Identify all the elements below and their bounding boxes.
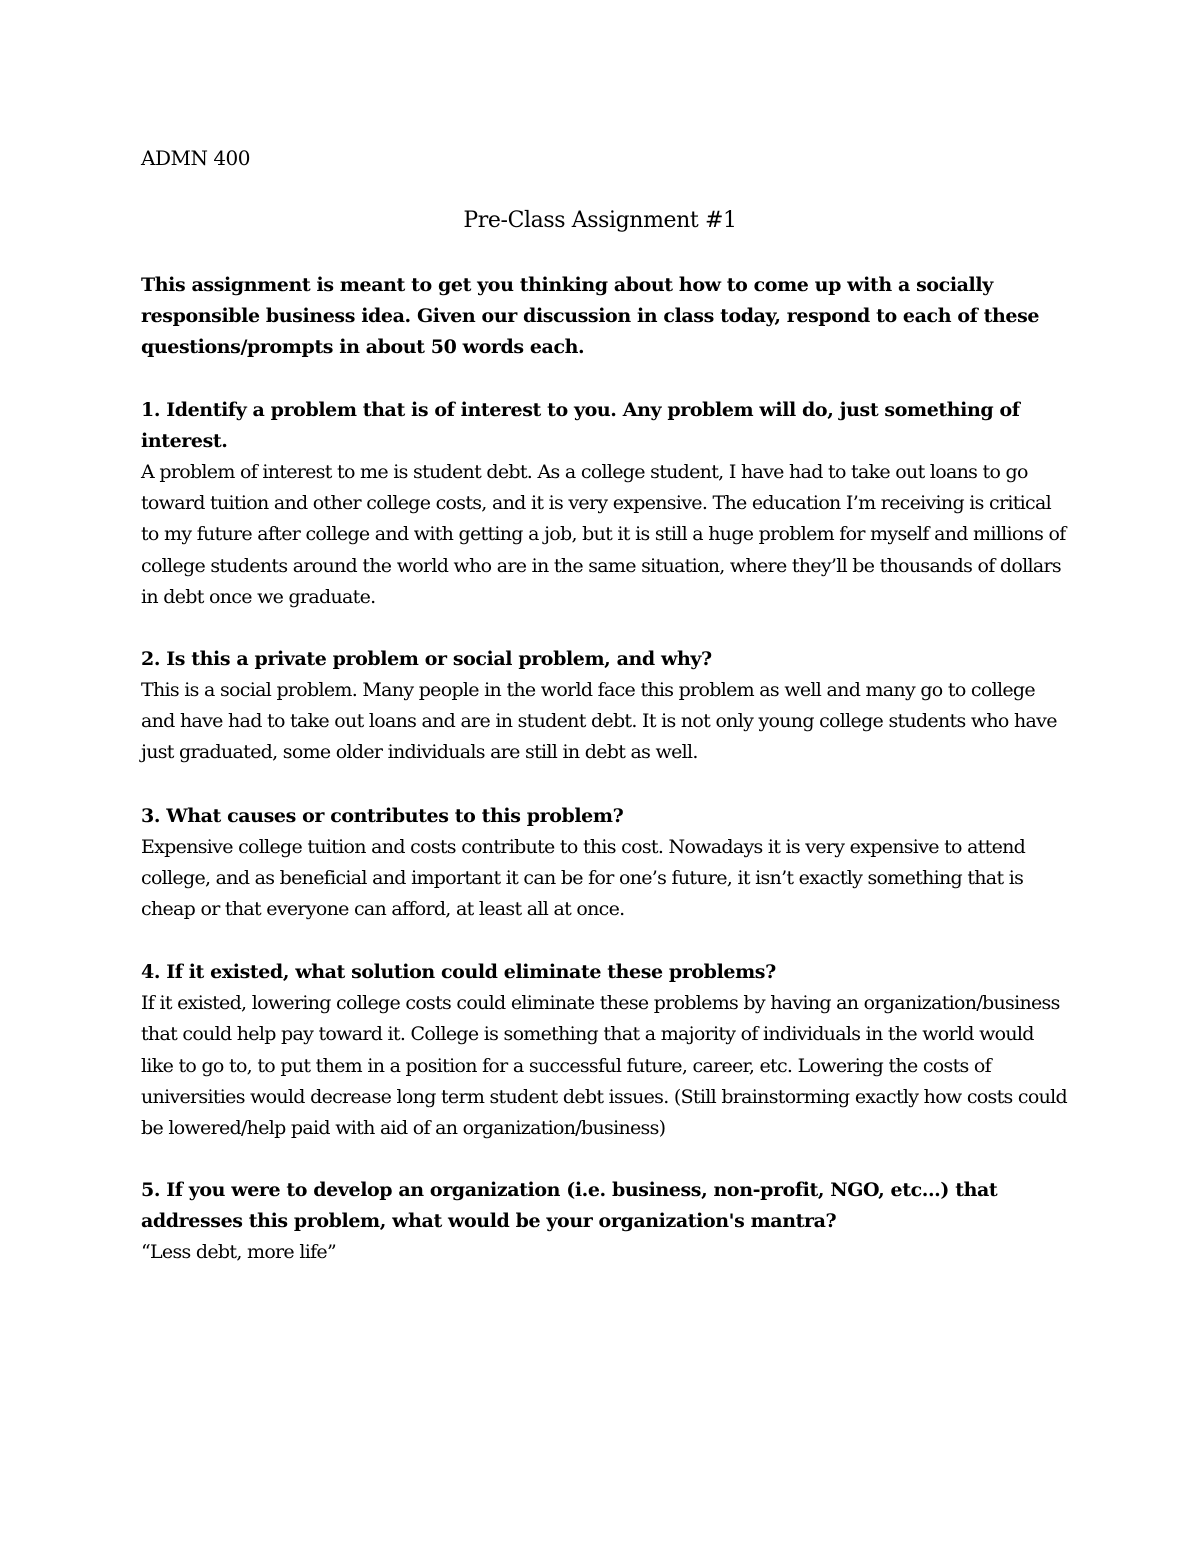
question-5: 5. If you were to develop an organization (i.e. business, non-profit, NGO, etc...) that addresses this problem, what would be your organization's mantra? [141,1179,998,1233]
question-block-3 [141,801,1071,926]
answer-4: If it existed, lowering college costs could eliminate these problems by having an organization/business that could help pay toward it. College is something that a majority of individuals in the world would like to go to, to put them in a position for a successful future, career, etc. Lowering the costs of universities would decrease long term student debt issues. (Still brainstorming exactly how costs could be lowered/help paid with aid of an organization/business) [141,992,1067,1140]
course-code: ADMN 400 [141,146,250,170]
document-title: Pre-Class Assignment #1 [463,208,737,233]
question-1: 1. Identify a problem that is of interest to you. Any problem will do, just something of interest. [141,399,1020,452]
answer-2: This is a social problem. Many people in the world face this problem as well and many go to college and have had to take out loans and are in student debt. It is not only young college students who have just graduated, some older individuals are still in debt as well. [141,679,1057,764]
assignment-instructions: This assignment is meant to get you thinking about how to come up with a socially responsible business idea. Given our discussion in class today, respond to each of these questions/prompts in about 50 words each. [141,274,1040,358]
question-block-5 [141,1175,1071,1268]
question-3: 3. What causes or contributes to this problem? [141,804,624,827]
answer-5: “Less debt, more life” [141,1241,336,1264]
question-4: 4. If it existed, what solution could eliminate these problems? [141,961,776,984]
question-2: 2. Is this a private problem or social problem, and why? [141,648,712,671]
document-body [141,270,1071,1299]
question-block-2 [141,644,1071,769]
answer-1: A problem of interest to me is student debt. As a college student, I have had to take out loans to go toward tuition and other college costs, and it is very expensive. The education I’m receiving is critical to my future after college and with getting a job, but it is still a huge problem for myself and millions of college students around the world who are in the same situation, where they’ll be thousands of dollars in debt once we graduate. [141,461,1066,608]
answer-3: Expensive college tuition and costs contribute to this cost. Nowadays it is very expensive to attend college, and as beneficial and important it can be for one’s future, it isn’t exactly something that is cheap or that everyone can afford, at least all at once. [141,835,1026,921]
question-block-4 [141,957,1071,1144]
question-block-1 [141,395,1071,613]
